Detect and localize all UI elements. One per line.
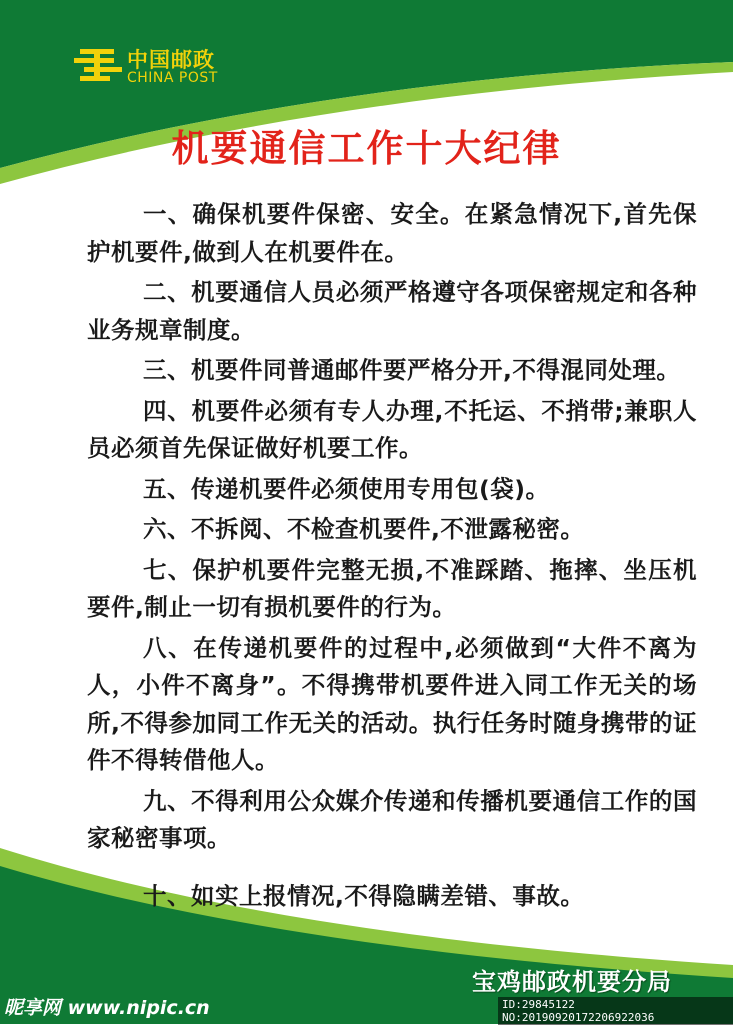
rule-1: 一、确保机要件保密、安全。在紧急情况下,首先保护机要件,做到人在机要件在。 xyxy=(87,200,697,266)
rule-3: 三、机要件同普通邮件要严格分开,不得混同处理。 xyxy=(143,356,681,384)
logo-text-cn: 中国邮政 xyxy=(127,48,215,72)
watermark-id: ID:29845122 NO:20190920172206922036 xyxy=(498,997,733,1025)
rule-2: 二、机要通信人员必须严格遵守各项保密规定和各种业务规章制度。 xyxy=(87,278,697,344)
china-post-emblem-icon xyxy=(74,45,122,85)
rule-4: 四、机要件必须有专人办理,不托运、不捎带;兼职人员必须首先保证做好机要工作。 xyxy=(87,396,697,462)
logo-text-en: CHINA POST xyxy=(127,70,218,86)
rule-7: 七、保护机要件完整无损,不准踩踏、拖摔、坐压机要件,制止一切有损机要件的行为。 xyxy=(87,555,697,621)
rule-5: 五、传递机要件必须使用专用包(袋)。 xyxy=(143,474,550,503)
rules-list xyxy=(87,196,697,915)
rule-6: 六、不拆阅、不检查机要件,不泄露秘密。 xyxy=(143,515,585,543)
footer-organization: 宝鸡邮政机要分局 xyxy=(472,968,672,996)
rule-8: 八、在传递机要件的过程中,必须做到“大件不离为人，小件不离身”。不得携带机要件进入同工作无关的场所,不得参加同工作无关的活动。执行任务时随身携带的证件不得转借他人。 xyxy=(87,633,697,774)
watermark-site: 昵享网 www.nipic.cn xyxy=(4,997,210,1019)
rule-9: 九、不得利用公众媒介传递和传播机要通信工作的国家秘密事项。 xyxy=(87,786,697,852)
rule-10: 十、如实上报情况,不得隐瞒差错、事故。 xyxy=(143,881,585,910)
page-title: 机要通信工作十大纪律 xyxy=(171,127,562,170)
